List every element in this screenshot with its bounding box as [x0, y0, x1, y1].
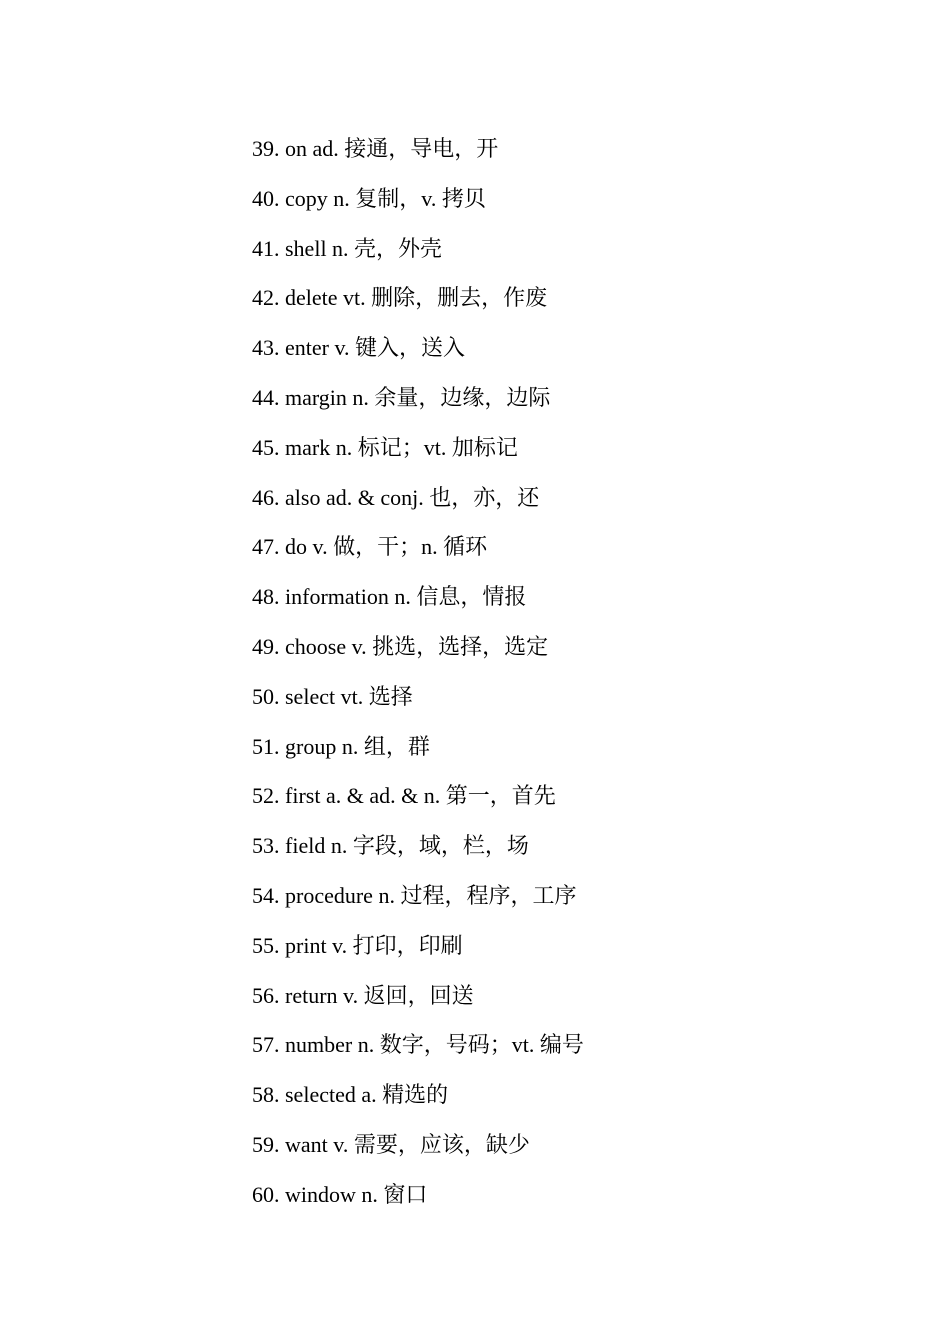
vocab-entry: 48. information n. 信息，情报: [252, 584, 527, 610]
vocab-entry: 56. return v. 返回，回送: [252, 982, 474, 1008]
vocab-entry: 40. copy n. 复制，v. 拷贝: [252, 185, 486, 211]
vocab-entry: 57. number n. 数字，号码；vt. 编号: [252, 1032, 584, 1058]
vocab-entry: 46. also ad. & conj. 也，亦，还: [252, 484, 540, 510]
vocab-entry: 39. on ad. 接通，导电，开: [252, 136, 499, 161]
vocab-entry: 44. margin n. 余量，边缘，边际: [252, 384, 551, 410]
vocab-entry: 45. mark n. 标记；vt. 加标记: [252, 434, 518, 460]
vocabulary-list: [252, 132, 584, 1228]
vocab-entry: 59. want v. 需要，应该，缺少: [252, 1131, 530, 1157]
vocab-entry: 47. do v. 做，干；n. 循环: [252, 534, 488, 560]
vocab-entry: 41. shell n. 壳，外壳: [252, 235, 443, 261]
vocab-entry: 58. selected a. 精选的: [252, 1082, 449, 1108]
vocab-entry: 50. select vt. 选择: [252, 683, 413, 709]
vocab-entry: 51. group n. 组，群: [252, 733, 430, 759]
vocab-entry: 60. window n. 窗口: [252, 1181, 428, 1207]
vocab-entry: 43. enter v. 键入，送入: [252, 335, 466, 361]
vocab-entry: 49. choose v. 挑选，选择，选定: [252, 633, 549, 659]
vocab-entry: 53. field n. 字段，域，栏，场: [252, 833, 529, 859]
vocab-entry: 55. print v. 打印，印刷: [252, 932, 463, 958]
vocab-entry: 42. delete vt. 删除，删去，作废: [252, 285, 548, 311]
vocab-entry: 54. procedure n. 过程，程序，工序: [252, 882, 577, 908]
vocab-entry: 52. first a. & ad. & n. 第一，首先: [252, 783, 556, 809]
